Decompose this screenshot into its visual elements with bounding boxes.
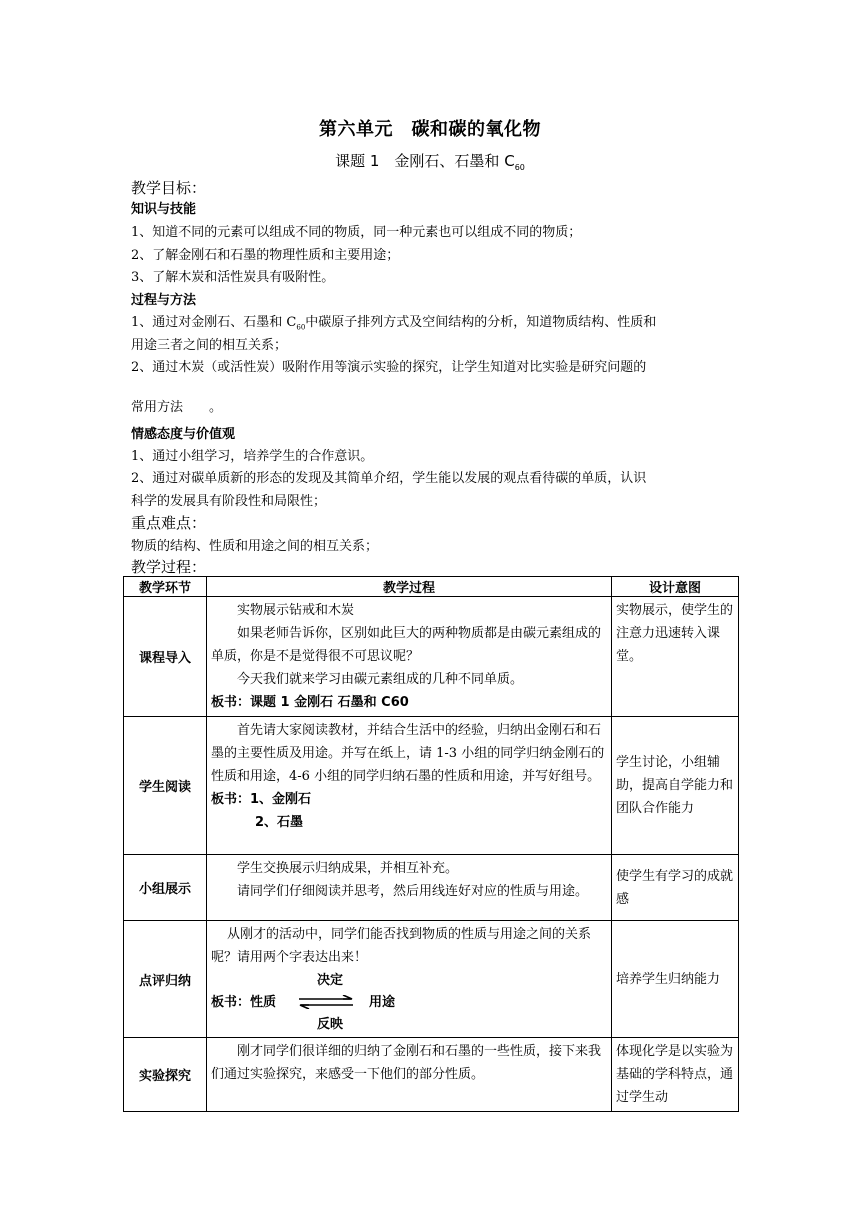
knowledge-heading: 知识与技能 bbox=[131, 202, 197, 217]
emotion-item-1: 1、通过小组学习，培养学生的合作意识。 bbox=[131, 449, 374, 464]
process-section-heading: 教学过程： bbox=[131, 558, 207, 576]
table-header-row bbox=[124, 577, 739, 597]
header-intent: 设计意图 bbox=[612, 577, 739, 597]
process-paragraph: 从刚才的活动中，同学们能否找到物质的性质与用途之间的关系呢？请用两个字表达出来！ bbox=[211, 927, 592, 965]
process-paragraph: 今天我们就来学习由碳元素组成的几种不同单质。 bbox=[237, 672, 524, 687]
unit-title: 第六单元 碳和碳的氧化物 bbox=[319, 119, 541, 140]
blackboard-note: 2、石墨 bbox=[255, 815, 304, 830]
emotion-heading: 情感态度与价值观 bbox=[131, 427, 236, 442]
process-item-1 bbox=[131, 311, 656, 332]
knowledge-item-2: 2、了解金刚石和石墨的物理性质和主要用途； bbox=[131, 248, 400, 263]
process-paragraph: 实物展示钻戒和木炭 bbox=[237, 603, 355, 618]
table-row bbox=[124, 597, 739, 717]
intent-cell: 学生讨论，小组辅助，提高自学能力和团队合作能力 bbox=[612, 717, 739, 855]
lesson-subtitle bbox=[0, 150, 860, 172]
process-item-2-cont: 常用方法 。 bbox=[131, 400, 223, 415]
stage-cell: 课程导入 bbox=[124, 597, 207, 717]
process-paragraph: 如果老师告诉你，区别如此巨大的两种物质都是由碳元素组成的单质，你是不是觉得很不可思议呢？ bbox=[211, 626, 602, 664]
table-row bbox=[124, 855, 739, 921]
stage-cell: 实验探究 bbox=[124, 1038, 207, 1112]
stage-cell: 学生阅读 bbox=[124, 717, 207, 855]
table-row bbox=[124, 717, 739, 855]
process-item-2: 2、通过木炭（或活性炭）吸附作用等演示实验的探究，让学生知道对比实验是研究问题的 bbox=[131, 360, 647, 375]
process-paragraph: 学生交换展示归纳成果，并相互补充。 bbox=[237, 861, 459, 876]
blackboard-note: 板书：性质 bbox=[211, 995, 277, 1010]
blackboard-note-use: 用途 bbox=[369, 995, 396, 1010]
arrow-label-reflects: 反映 bbox=[317, 1017, 344, 1032]
process-item-1-b: 中碳原子排列方式及空间结构的分析，知道物质结构、性质和 bbox=[305, 315, 657, 330]
intent-cell: 实物展示，使学生的注意力迅速转入课堂。 bbox=[612, 597, 739, 717]
header-stage: 教学环节 bbox=[124, 577, 207, 597]
stage-cell: 小组展示 bbox=[124, 855, 207, 921]
table-row bbox=[124, 921, 739, 1038]
blackboard-note: 板书：课题 1 金刚石 石墨和 C60 bbox=[211, 695, 409, 710]
blackboard-note: 板书：1、金刚石 bbox=[211, 792, 312, 807]
process-paragraph: 请同学们仔细阅读并思考，然后用线连好对应的性质与用途。 bbox=[237, 884, 589, 899]
intent-cell: 使学生有学习的成就感 bbox=[612, 855, 739, 921]
emotion-item-2: 2、通过对碳单质新的形态的发现及其简单介绍，学生能以发展的观点看待碳的单质，认识 bbox=[131, 471, 647, 486]
process-cell bbox=[207, 921, 612, 1038]
lesson-subtitle-subscript: 60 bbox=[514, 163, 525, 172]
process-paragraph: 首先请大家阅读教材，并结合生活中的经验，归纳出金刚石和石墨的主要性质及用途。并写在纸上，请 1-3 小组的同学归纳金刚石的性质和用途，4-6 小组的同学归纳石墨的性质和用途，并写好组号。 bbox=[211, 723, 605, 784]
header-process: 教学过程 bbox=[207, 577, 612, 597]
process-item-1-cont: 用途三者之间的相互关系； bbox=[131, 338, 288, 353]
process-cell bbox=[207, 1038, 612, 1112]
process-cell bbox=[207, 717, 612, 855]
process-item-1-sub: 60 bbox=[296, 323, 306, 332]
process-method-heading: 过程与方法 bbox=[131, 293, 197, 308]
stage-cell: 点评归纳 bbox=[124, 921, 207, 1038]
lesson-subtitle-text: 课题 1 金刚石、石墨和 C bbox=[335, 152, 515, 170]
process-cell bbox=[207, 597, 612, 717]
relation-diagram bbox=[211, 969, 607, 1035]
key-points-text: 物质的结构、性质和用途之间的相互关系； bbox=[131, 539, 379, 554]
process-paragraph: 刚才同学们很详细的归纳了金刚石和石墨的一些性质，接下来我们通过实验探究，来感受一下他们的部分性质。 bbox=[211, 1044, 602, 1082]
arrow-label-decides: 决定 bbox=[317, 973, 344, 988]
emotion-item-2-cont: 科学的发展具有阶段性和局限性； bbox=[131, 494, 327, 509]
knowledge-item-3: 3、了解木炭和活性炭具有吸附性。 bbox=[131, 270, 335, 285]
process-cell bbox=[207, 855, 612, 921]
key-points-heading: 重点难点： bbox=[131, 514, 207, 532]
process-item-1-a: 1、通过对金刚石、石墨和 C bbox=[131, 315, 297, 330]
intent-cell: 体现化学是以实验为基础的学科特点，通过学生动 bbox=[612, 1038, 739, 1112]
objectives-heading: 教学目标： bbox=[131, 179, 207, 197]
double-arrow-icon bbox=[297, 995, 355, 1009]
table-row bbox=[124, 1038, 739, 1112]
teaching-process-table bbox=[123, 576, 739, 1112]
intent-cell: 培养学生归纳能力 bbox=[612, 921, 739, 1038]
knowledge-item-1: 1、知道不同的元素可以组成不同的物质，同一种元素也可以组成不同的物质； bbox=[131, 225, 582, 240]
